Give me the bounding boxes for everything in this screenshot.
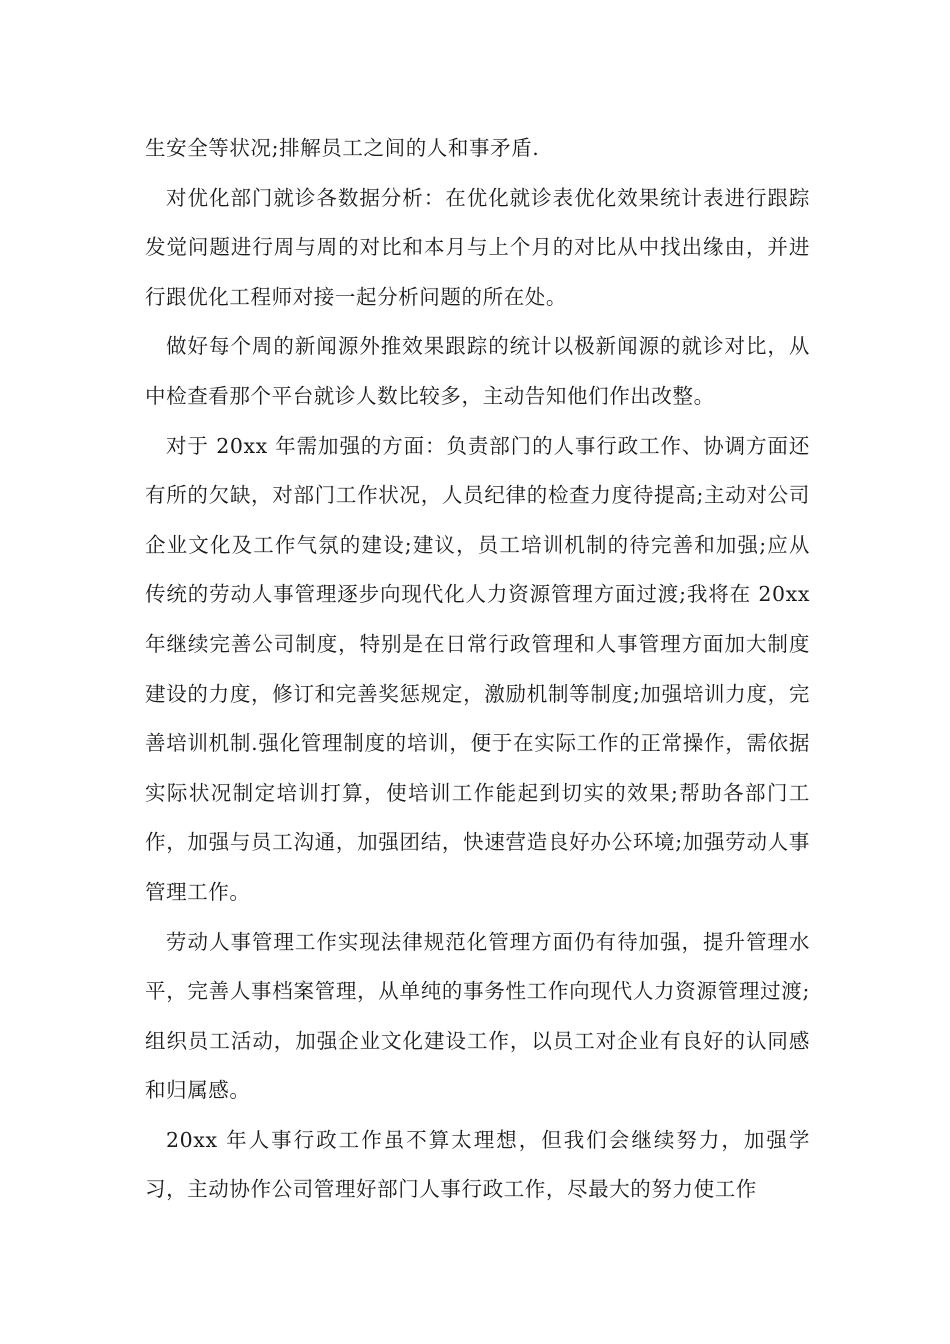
paragraph-continuation: 生安全等状况;排解员工之间的人和事矛盾. bbox=[145, 136, 540, 160]
paragraph-labor-management: 劳动人事管理工作实现法律规范化管理方面仍有待加强，提升管理水平，完善人事档案管理，从单纯的事务性工作向现代人力资源管理过渡;组织员工活动，加强企业文化建设工作，以员工对企业有良好的认同感和归属感。 bbox=[145, 929, 810, 1103]
paragraph-conclusion: 20xx 年人事行政工作虽不算太理想，但我们会继续努力，加强学习，主动协作公司管理好部门人事行政工作，尽最大的努力使工作 bbox=[145, 1127, 810, 1202]
paragraph-data-analysis: 对优化部门就诊各数据分析：在优化就诊表优化效果统计表进行跟踪发觉问题进行周与周的对比和本月与上个月的对比从中找出缘由，并进行跟优化工程师对接一起分析问题的所在处。 bbox=[145, 185, 810, 309]
document-body bbox=[145, 124, 810, 1215]
paragraph-improvement-areas: 对于 20xx 年需加强的方面：负责部门的人事行政工作、协调方面还有所的欠缺，对部门工作状况，人员纪律的检查力度待提高;主动对公司企业文化及工作气氛的建设;建议，员工培训机制的待完善和加强;应从传统的劳动人事管理逐步向现代化人力资源管理方面过渡;我将在 20xx 年继续完善公司制度，特别是在日常行政管理和人事管理方面加大制度建设的力度，修订和完善奖惩规定，激励机制等制度;加强培训力度，完善培训机制.强化管理制度的培训，便于在实际工作的正常操作，需依据实际状况制定培训打算，使培训工作能起到切实的效果;帮助各部门工作，加强与员工沟通，加强团结，快速营造良好办公环境;加强劳动人事管理工作。 bbox=[145, 433, 810, 904]
paragraph-news-source-tracking: 做好每个周的新闻源外推效果跟踪的统计以极新闻源的就诊对比，从中检查看那个平台就诊人数比较多，主动告知他们作出改整。 bbox=[145, 334, 810, 408]
